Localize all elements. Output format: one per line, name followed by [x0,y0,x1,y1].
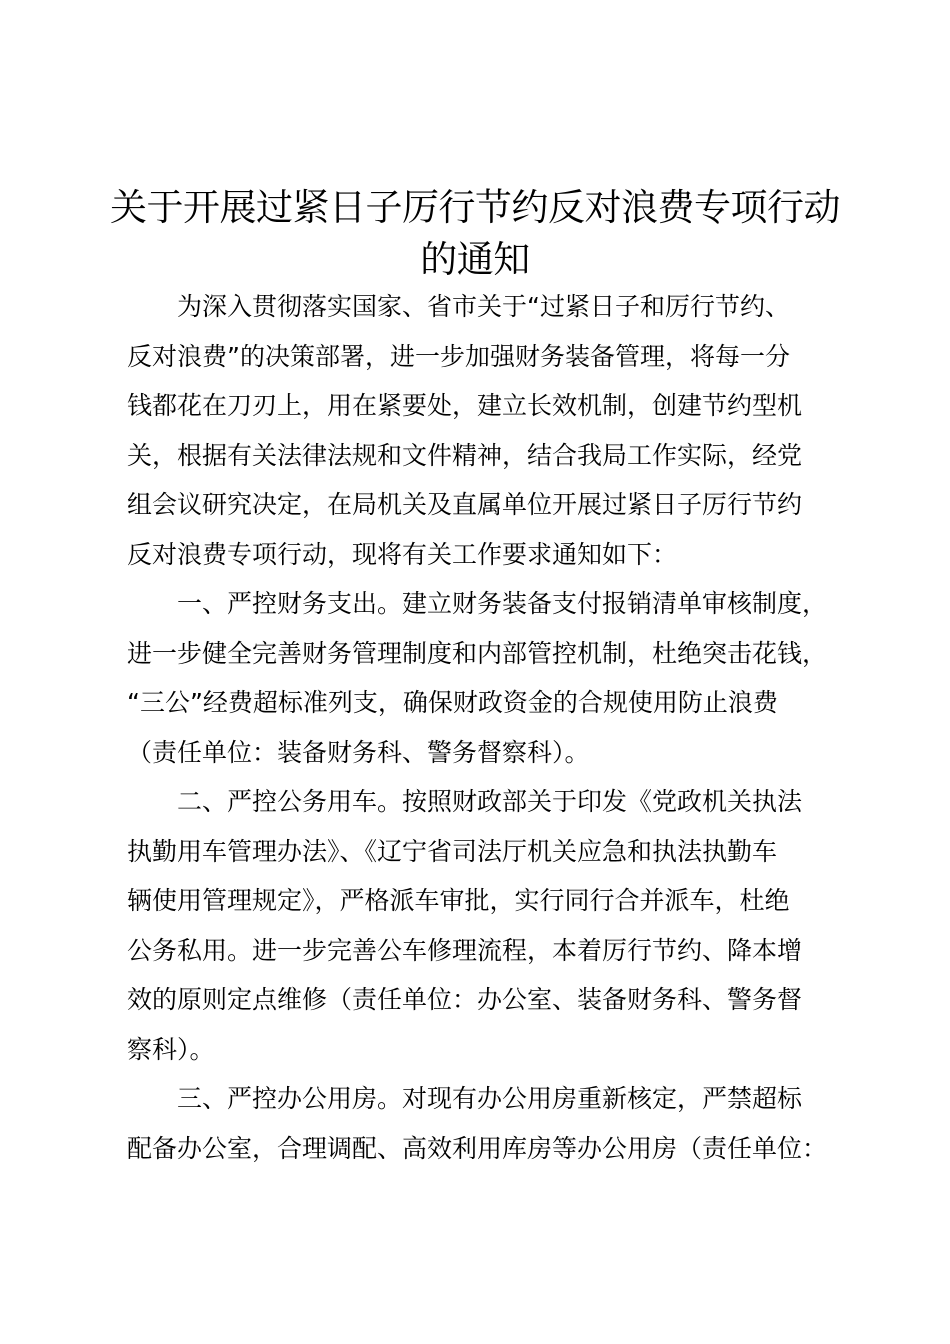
text-line: （责任单位：装备财务科、警务督察科）。 [127,737,590,767]
document-title [110,182,840,286]
text-line: 执勤用车管理办法》、《辽宁省司法厅机关应急和执法执勤车 [127,836,778,866]
paragraph-financial-spending [127,579,833,777]
paragraph-official-vehicles [127,777,833,1074]
text-line: 为深入贯彻落实国家、省市关于“过紧日子和厉行节约、 [177,292,790,321]
text-line: 反对浪费专项行动，现将有关工作要求通知如下： [127,539,678,569]
text-line: 组会议研究决定，在局机关及直属单位开展过紧日子厉行节约 [127,490,803,519]
paragraph-intro [127,282,833,579]
text-line: 察科）。 [127,1034,215,1064]
text-line: 二、严控公务用车。按照财政部关于印发《党政机关执法 [177,787,803,816]
text-line: 钱都花在刀刃上，用在紧要处，建立长效机制，创建节约型机 [127,391,803,420]
text-line: 进一步健全完善财务管理制度和内部管控机制，杜绝突击花钱， [127,638,828,668]
text-line: 辆使用管理规定》，严格派车审批，实行同行合并派车，杜绝 [127,886,790,915]
text-line: 反对浪费”的决策部署，进一步加强财务装备管理，将每一分 [127,341,790,371]
text-line: 一、严控财务支出。建立财务装备支付报销清单审核制度， [177,589,828,618]
text-line: 三、严控办公用房。对现有办公用房重新核定，严禁超标 [177,1084,803,1113]
text-line: 关，根据有关法律法规和文件精神，结合我局工作实际，经党 [127,440,803,470]
title-line: 关于开展过紧日子厉行节约反对浪费专项行动 [110,186,840,229]
document-body [127,282,833,1173]
text-line: 效的原则定点维修（责任单位：办公室、装备财务科、警务督 [127,985,803,1014]
title-line: 的通知 [420,238,530,281]
text-line: 配备办公室，合理调配、高效利用库房等办公用房（责任单位： [127,1133,828,1163]
text-line: 公务私用。进一步完善公车修理流程，本着厉行节约、降本增 [127,935,803,965]
paragraph-office-space [127,1074,833,1173]
text-line: “三公”经费超标准列支，确保财政资金的合规使用防止浪费 [127,688,778,717]
